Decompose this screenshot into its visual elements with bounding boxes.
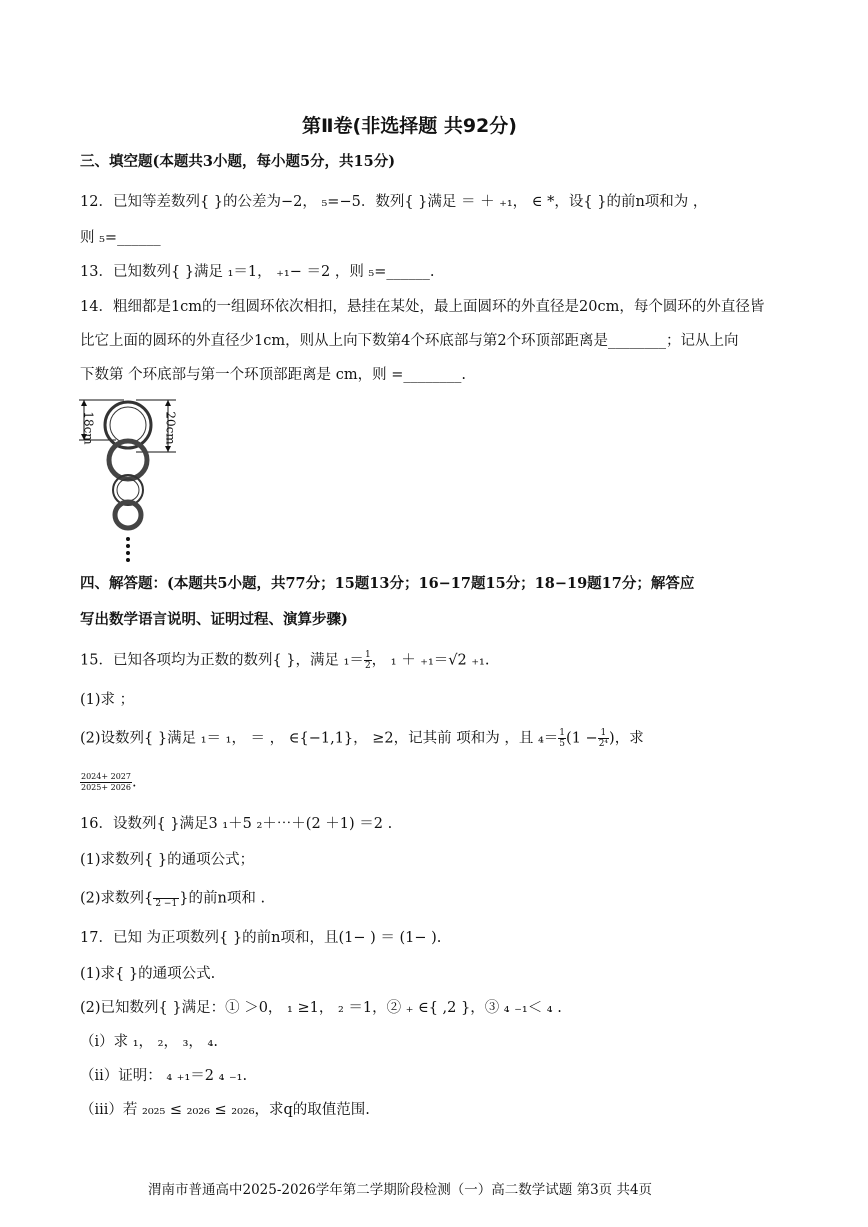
section-heading-solutions-line2: 写出数学语言说明、证明过程、演算步骤): [80, 611, 348, 628]
question-17-part2: (2)已知数列{ }满足：① ＞0， ₁ ≥1， ₂ ＝1，② ₊ ∈{ ,2 }，③ ₄ ₋₁＜ ₄ .: [80, 1000, 562, 1016]
question-14-line1: 14．粗细都是1cm的一组圆环依次相扣，悬挂在某处，最上面圆环的外直径是20cm，每个圆环的外直径皆: [80, 299, 765, 315]
question-16-line1: 16．设数列{ }满足3 ₁＋5 ₂＋⋯＋(2 ＋1) ＝2 .: [80, 816, 393, 832]
question-17-sub2: （ii）证明： ₄ ₊₁＝2 ₄ ₋₁.: [80, 1068, 248, 1084]
question-17-sub3: （iii）若 ₂₀₂₅ ≤ ₂₀₂₆ ≤ ₂₀₂₆，求q的取值范围.: [80, 1102, 370, 1118]
question-14-line3: 下数第 个环底部与第一个环顶部距离是 cm，则 =________.: [80, 367, 466, 383]
question-16-part1: (1)求数列{ }的通项公式；: [80, 852, 255, 868]
figure-label-20cm: 20cm: [163, 411, 178, 445]
question-15-part2: (2)设数列{ }满足 ₁＝ ₁， ＝ ， ∈{−1,1}， ≥2，记其前 项和为 ，且 ₄＝ $\frac{1}{5}$ (1 − $\frac{1}{\text{2⁴}}$ )，求: [80, 728, 644, 749]
question-17-sub1: （i）求 ₁， ₂， ₃， ₄.: [80, 1034, 218, 1050]
question-13: 13．已知数列{ }满足 ₁＝1， ₊₁− ＝2 ，则 ₅=______.: [80, 264, 435, 280]
figure-label-18cm: 18cm: [81, 411, 96, 445]
page-footer: 渭南市普通高中2025-2026学年第二学期阶段检测（一）高二数学试题 第3页 共4页: [148, 1182, 653, 1198]
page-title: 第Ⅱ卷(非选择题 共92分): [302, 115, 517, 137]
question-15-expression: $\frac{2024+ 2027}{2025+ 2026}$ .: [81, 772, 137, 792]
question-17-line1: 17．已知 为正项数列{ }的前n项和，且(1− ) ＝ (1− ).: [80, 930, 442, 946]
section-heading-fill-in: 三、填空题(本题共3小题，每小题5分，共15分): [80, 153, 396, 170]
question-16-part2: (2)求数列{ 2 −1 }的前n项和 .: [80, 888, 265, 909]
question-12-line1: 12．已知等差数列{ }的公差为−2， ₅=−5．数列{ }满足 ＝ ＋ ₊₁， ∈ *，设{ }的前n项和为 ，: [80, 194, 708, 210]
question-14-line2: 比它上面的圆环的外直径少1cm，则从上向下数第4个环底部与第2个环顶部距离是________；记从上向: [80, 333, 739, 349]
fraction-one-half: $\frac{1}{2}$: [364, 650, 371, 671]
question-17-part1: (1)求{ }的通项公式.: [80, 966, 216, 982]
section-heading-solutions-line1: 四、解答题：(本题共5小题，共77分；15题13分；16−17题15分；18−19题17分；解答应: [80, 575, 695, 592]
question-12-line2: 则 ₅=______: [80, 230, 161, 246]
question-15-part1: (1)求 ；: [80, 692, 135, 708]
question-15-line1: 15．已知各项均为正数的数列{ }，满足 ₁＝ $\frac{1}{2}$ ， ₁ ＋ ₊₁＝√2 ₊₁.: [80, 650, 490, 671]
